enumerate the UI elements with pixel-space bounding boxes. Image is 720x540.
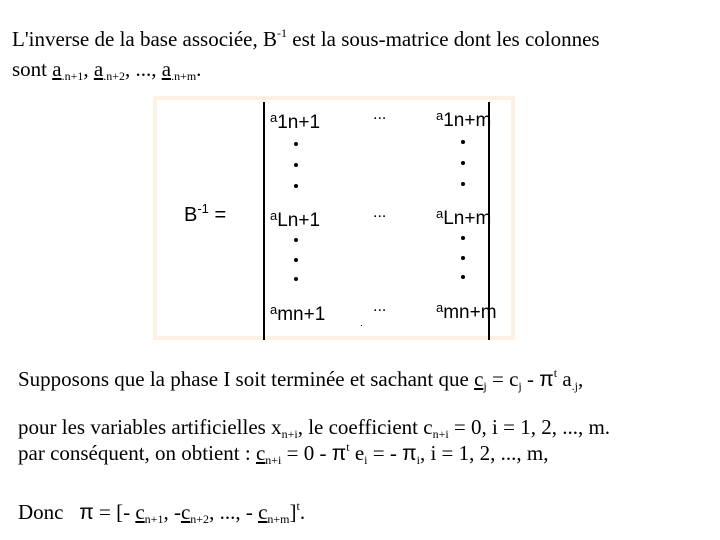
subscript: j <box>483 379 487 393</box>
entry-a: a <box>436 300 444 315</box>
vertical-dot <box>294 184 298 188</box>
entry-index: Ln+1 <box>277 210 321 231</box>
subscript: .j <box>571 379 579 393</box>
column-vector-a: a <box>52 57 62 81</box>
row-ellipsis: ... <box>373 204 387 221</box>
intro-line-2 <box>12 57 201 81</box>
text: par conséquent, on obtient : <box>18 441 256 465</box>
vertical-dot <box>294 277 298 281</box>
matrix-entry <box>436 204 491 229</box>
period: . <box>196 57 202 81</box>
entry-a: a <box>270 302 278 317</box>
vertical-dot <box>461 236 465 240</box>
matrix-label-exponent: -1 <box>197 201 209 216</box>
matrix-entry <box>436 106 491 131</box>
entry-index: 1n+1 <box>277 112 321 133</box>
intro-text-end: est la sous-matrice dont les colonnes <box>287 27 600 51</box>
vertical-dot <box>294 163 298 167</box>
text: = - <box>367 441 403 465</box>
vertical-dot <box>461 275 465 279</box>
column-index: .n+1 <box>61 69 84 83</box>
entry-a: a <box>436 206 444 221</box>
pi-symbol: π <box>402 442 417 465</box>
subscript: n+1 <box>144 512 164 526</box>
matrix-label-b: B <box>184 204 198 226</box>
entry-a: a <box>270 208 278 223</box>
vector-a: a <box>557 367 572 391</box>
separator: , ..., <box>124 57 162 81</box>
separator: , - <box>163 500 181 524</box>
subscript: n+i <box>281 427 298 441</box>
conclusion-line <box>18 500 305 525</box>
artificial-vars-line <box>18 415 610 439</box>
subscript: i <box>416 453 420 467</box>
entry-a: a <box>436 108 444 123</box>
subscript: n+m <box>267 512 290 526</box>
reduced-cost-c: c <box>135 500 145 524</box>
comma: , <box>578 367 584 391</box>
intro-text-start: sont <box>12 57 53 81</box>
reduced-cost-c: c <box>180 500 191 524</box>
vertical-dot <box>294 258 298 262</box>
vertical-dot <box>461 256 465 260</box>
matrix-entry <box>270 108 320 133</box>
intro-text: L'inverse de la base associée, B <box>12 27 278 51</box>
sentence-text: Supposons que la phase I soit terminée et sachant que <box>18 367 475 391</box>
equals-c: = c <box>486 367 519 391</box>
donc-word: Donc <box>18 500 80 524</box>
text: = 0, i = 1, 2, ..., m. <box>448 415 611 439</box>
entry-index: Ln+m <box>443 208 492 229</box>
inverse-matrix-figure <box>153 96 515 340</box>
matrix-label-equals: = <box>208 204 227 226</box>
transpose: t <box>346 440 350 454</box>
entry-index: 1n+m <box>443 110 492 131</box>
inverse-exponent: -1 <box>277 26 288 40</box>
column-vector-a: a <box>161 57 172 81</box>
vertical-dot <box>461 182 465 186</box>
intro-line-1 <box>12 27 600 51</box>
separator: , ..., - <box>209 500 259 524</box>
vertical-dot <box>294 238 298 242</box>
reduced-cost-c: c <box>255 441 266 465</box>
matrix-left-bracket <box>263 102 265 340</box>
entry-index: mn+1 <box>277 304 326 325</box>
reduced-cost-c: c <box>258 500 268 524</box>
entry-index: mn+m <box>443 302 497 323</box>
row-ellipsis: ... <box>373 298 387 315</box>
column-index: .n+m <box>171 69 197 83</box>
bracket: ] <box>289 500 297 524</box>
phase-one-sentence <box>18 367 583 392</box>
matrix-entry <box>270 300 325 325</box>
reduced-cost-c: c <box>474 367 484 391</box>
text: = [- <box>93 500 136 524</box>
text: , i = 1, 2, ..., m, <box>419 441 549 465</box>
matrix-canvas <box>157 100 511 336</box>
row-ellipsis: ... <box>373 106 387 123</box>
subscript: n+i <box>432 427 449 441</box>
matrix-entry <box>436 298 497 323</box>
vector-e: e <box>349 441 365 465</box>
text: pour les variables artificielles x <box>18 415 282 439</box>
subscript: n+i <box>265 453 282 467</box>
separator: , <box>83 57 94 81</box>
matrix-label <box>184 201 227 227</box>
vertical-dot <box>461 140 465 144</box>
subscript: j <box>518 379 522 393</box>
entry-a: a <box>270 110 278 125</box>
text: = 0 - <box>281 441 332 465</box>
minus: - <box>521 367 540 391</box>
vertical-dot <box>294 142 298 146</box>
consequence-line <box>18 441 548 466</box>
text: , le coefficient c <box>297 415 433 439</box>
pi-symbol: π <box>539 368 554 391</box>
subscript: n+2 <box>190 512 210 526</box>
column-vector-a: a <box>93 57 104 81</box>
pi-symbol: π <box>331 442 347 465</box>
subscript: i <box>364 453 368 467</box>
transpose: t <box>553 366 558 380</box>
vertical-dot <box>461 161 465 165</box>
transpose: t <box>296 499 300 513</box>
stray-dot: . <box>360 318 363 329</box>
pi-symbol: π <box>79 501 94 524</box>
matrix-entry <box>270 206 320 231</box>
column-index: .n+2 <box>103 69 125 83</box>
period: . <box>299 500 306 524</box>
